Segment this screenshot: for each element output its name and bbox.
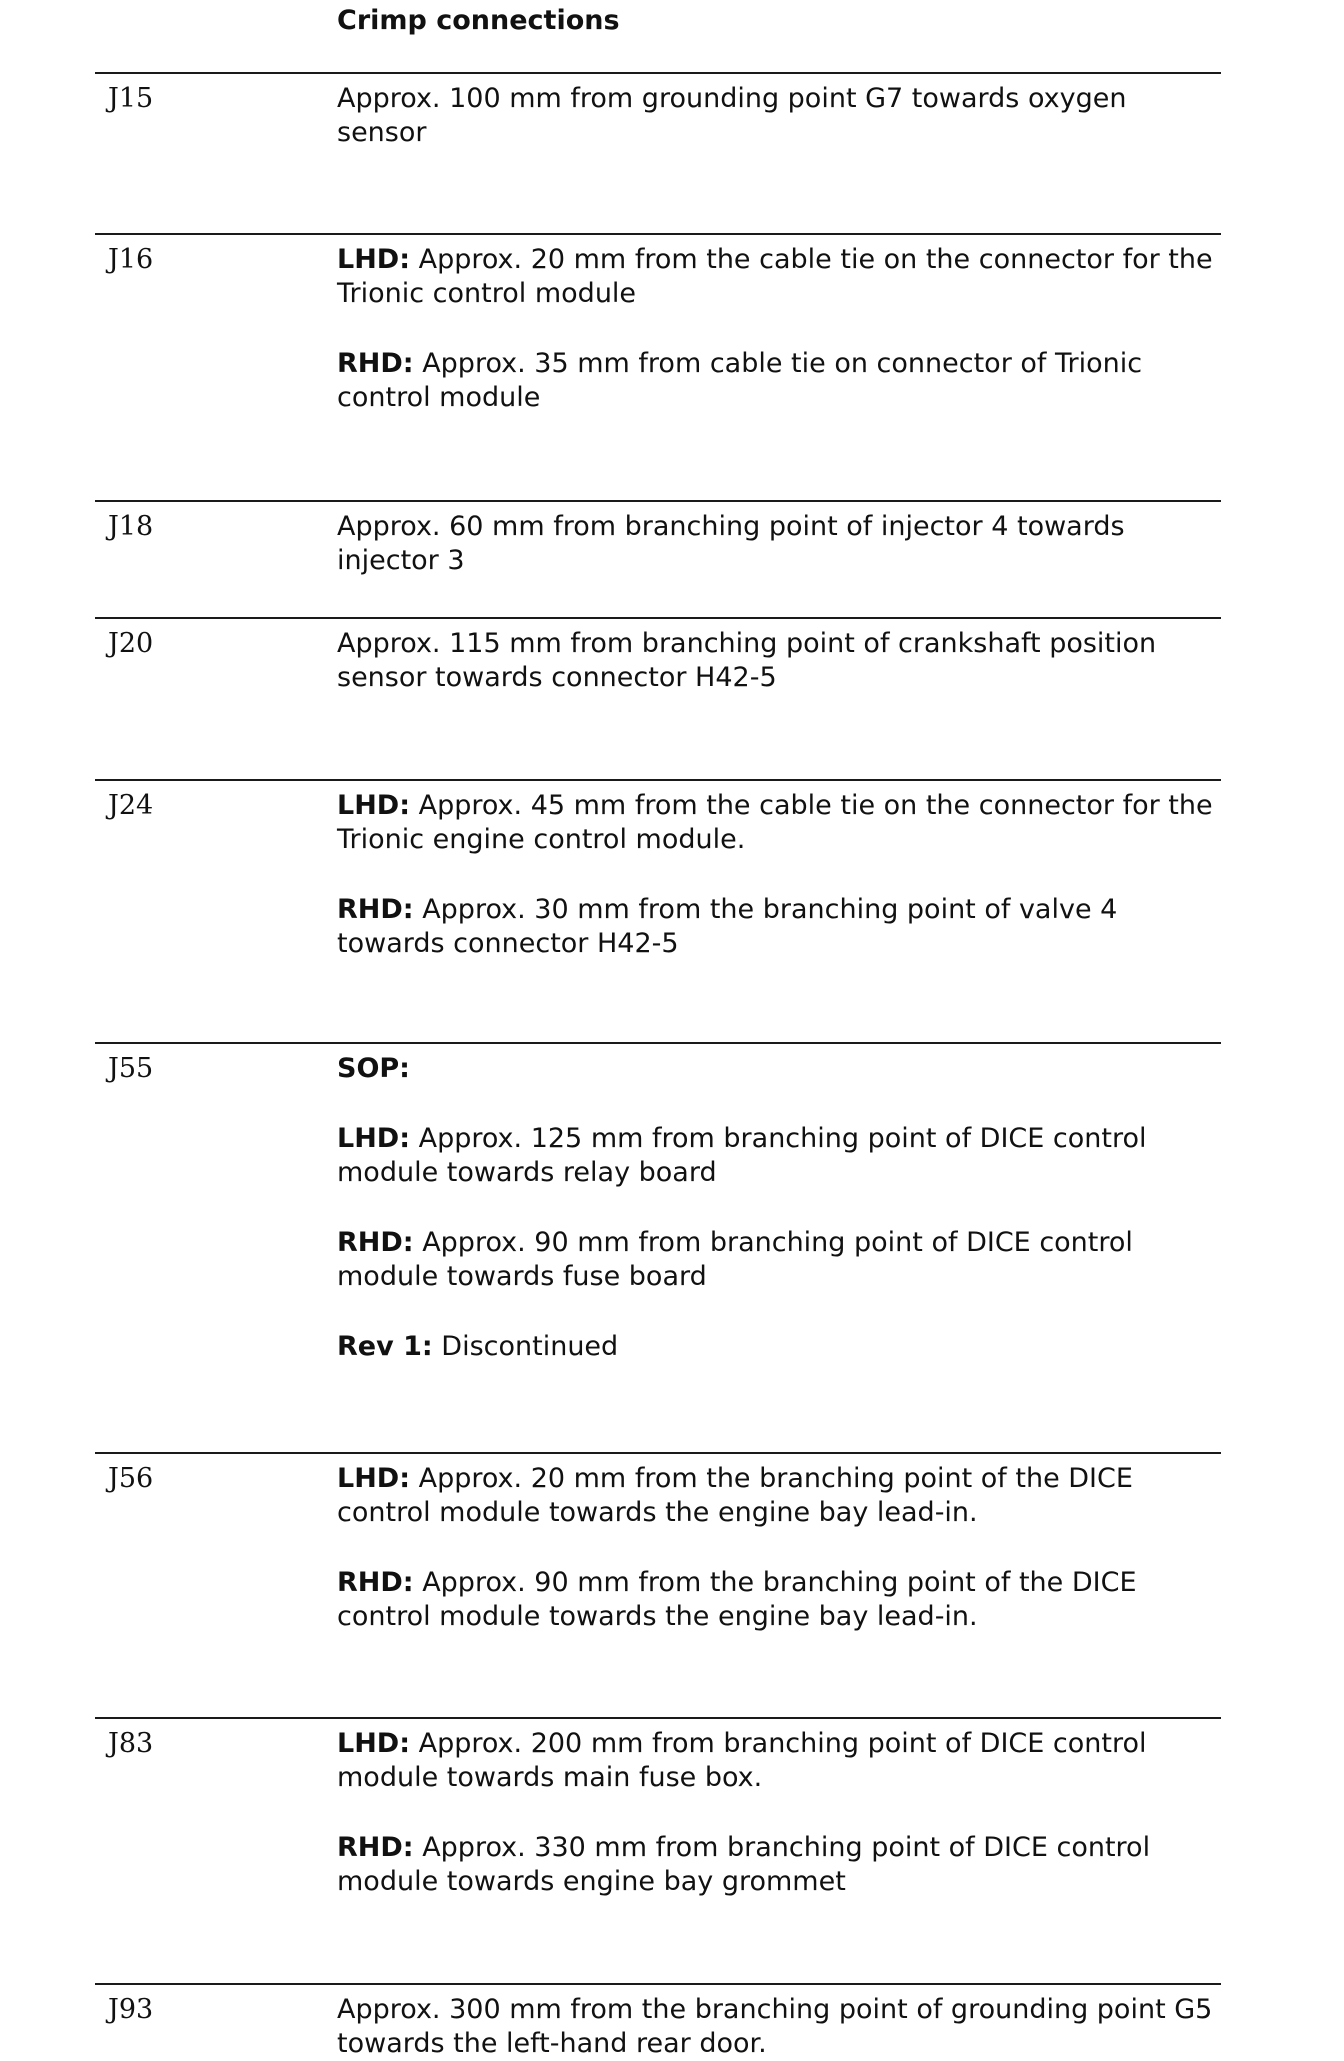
- variant-label: SOP:: [337, 1053, 410, 1084]
- connection-description: [337, 627, 1217, 695]
- connection-description: [337, 510, 1217, 578]
- variant-label: LHD:: [337, 1123, 411, 1154]
- row-divider: [95, 233, 1221, 235]
- variant-label: LHD:: [337, 244, 411, 275]
- description-paragraph: [337, 347, 1217, 415]
- description-text: Approx. 300 mm from the branching point of grounding point G5 towards the left-hand rear door.: [337, 1994, 1213, 2059]
- variant-label: RHD:: [337, 894, 414, 925]
- connection-code: J20: [108, 628, 154, 659]
- connection-description: [337, 243, 1217, 415]
- connection-code: J15: [108, 83, 154, 114]
- document-title: Crimp connections: [337, 5, 620, 36]
- description-text: Approx. 125 mm from branching point of DICE control module towards relay board: [337, 1123, 1147, 1188]
- row-divider: [95, 72, 1221, 74]
- connection-code: J93: [108, 1994, 154, 2025]
- description-paragraph: [337, 1052, 1217, 1086]
- description-text: Approx. 20 mm from the cable tie on the connector for the Trionic control module: [337, 244, 1213, 309]
- connection-code: J55: [108, 1053, 154, 1084]
- connection-code: J18: [108, 511, 154, 542]
- connection-description: [337, 82, 1217, 150]
- connection-code: J24: [108, 790, 154, 821]
- description-paragraph: [337, 243, 1217, 311]
- description-text: Approx. 90 mm from the branching point of the DICE control module towards the engine bay lead-in.: [337, 1567, 1137, 1632]
- description-text: Approx. 200 mm from branching point of DICE control module towards main fuse box.: [337, 1728, 1147, 1793]
- row-divider: [95, 779, 1221, 781]
- description-text: Approx. 330 mm from branching point of DICE control module towards engine bay grommet: [337, 1832, 1151, 1897]
- variant-label: RHD:: [337, 1227, 414, 1258]
- description-paragraph: [337, 1122, 1217, 1190]
- description-paragraph: [337, 1727, 1217, 1795]
- variant-label: RHD:: [337, 348, 414, 379]
- connection-description: [337, 1052, 1217, 1364]
- description-paragraph: [337, 1462, 1217, 1530]
- row-divider: [95, 617, 1221, 619]
- row-divider: [95, 500, 1221, 502]
- connection-description: [337, 1993, 1217, 2061]
- description-paragraph: [337, 510, 1217, 578]
- description-paragraph: [337, 1566, 1217, 1634]
- variant-label: LHD:: [337, 1463, 411, 1494]
- variant-label: Rev 1:: [337, 1331, 433, 1362]
- connection-code: J83: [108, 1728, 154, 1759]
- connection-code: J16: [108, 244, 154, 275]
- row-divider: [95, 1042, 1221, 1044]
- variant-label: RHD:: [337, 1567, 414, 1598]
- description-paragraph: [337, 1330, 1217, 1364]
- row-divider: [95, 1717, 1221, 1719]
- description-paragraph: [337, 1993, 1217, 2061]
- variant-label: LHD:: [337, 790, 411, 821]
- row-divider: [95, 1452, 1221, 1454]
- description-text: Approx. 35 mm from cable tie on connector of Trionic control module: [337, 348, 1143, 413]
- description-text: Approx. 30 mm from the branching point of valve 4 towards connector H42-5: [337, 894, 1118, 959]
- description-paragraph: [337, 893, 1217, 961]
- description-text: Approx. 20 mm from the branching point of the DICE control module towards the engine bay lead-in.: [337, 1463, 1133, 1528]
- description-paragraph: [337, 627, 1217, 695]
- row-divider: [95, 1983, 1221, 1985]
- description-paragraph: [337, 1831, 1217, 1899]
- connection-description: [337, 789, 1217, 961]
- connection-description: [337, 1462, 1217, 1634]
- description-paragraph: [337, 1226, 1217, 1294]
- variant-label: RHD:: [337, 1832, 414, 1863]
- description-paragraph: [337, 82, 1217, 150]
- description-text: Approx. 60 mm from branching point of injector 4 towards injector 3: [337, 511, 1125, 576]
- description-text: Approx. 90 mm from branching point of DICE control module towards fuse board: [337, 1227, 1133, 1292]
- description-text: Approx. 100 mm from grounding point G7 towards oxygen sensor: [337, 83, 1127, 148]
- variant-label: LHD:: [337, 1728, 411, 1759]
- description-paragraph: [337, 789, 1217, 857]
- description-text: Approx. 45 mm from the cable tie on the connector for the Trionic engine control module.: [337, 790, 1213, 855]
- connection-description: [337, 1727, 1217, 1899]
- description-text: Approx. 115 mm from branching point of crankshaft position sensor towards connector H42-5: [337, 628, 1157, 693]
- description-text: Discontinued: [441, 1331, 619, 1362]
- connection-code: J56: [108, 1463, 154, 1494]
